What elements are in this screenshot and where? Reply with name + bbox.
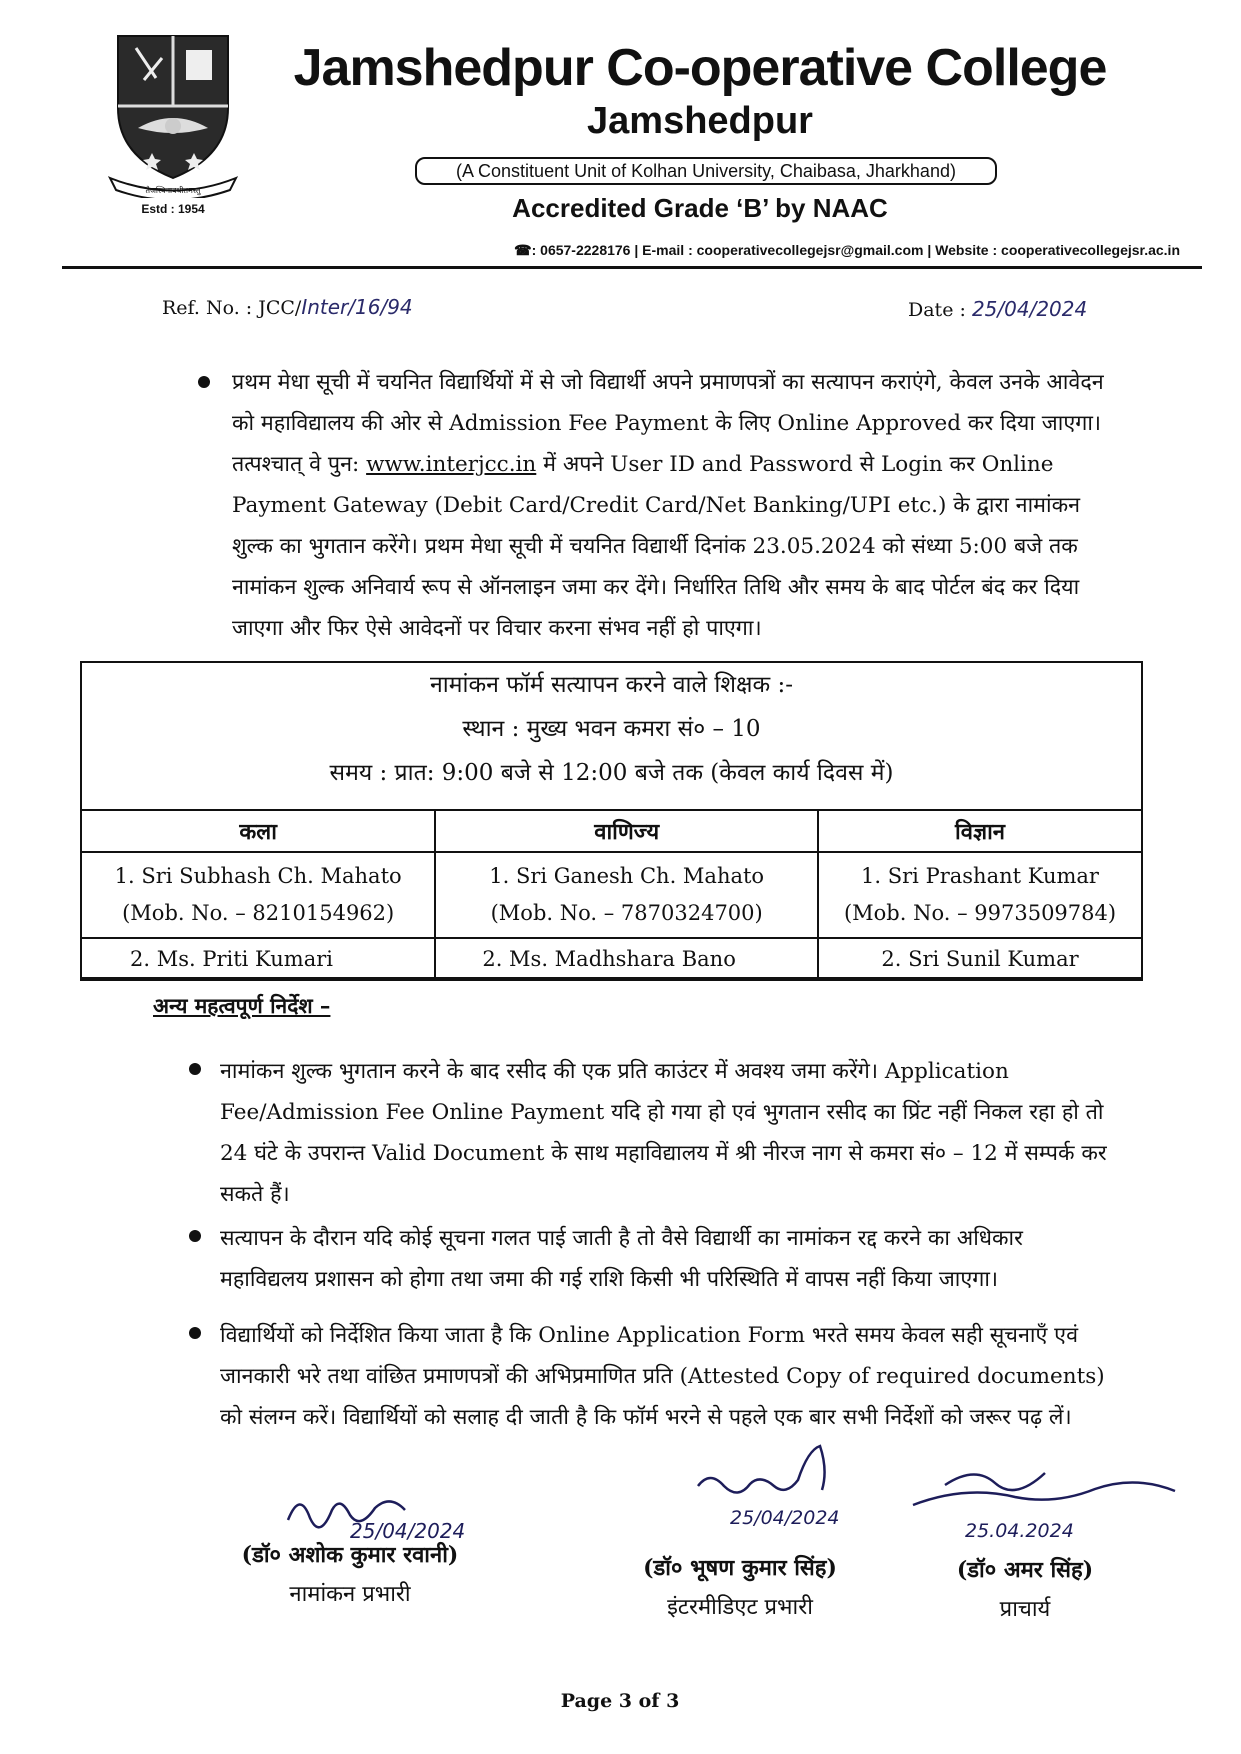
instruction-paragraph-3: सत्यापन के दौरान यदि कोई सूचना गलत पाई जाती है तो वैसे विद्यार्थी का नामांकन रद्द करने का अधिकार महाविद्यलय प्रशासन को होगा तथा जमा की गई राशि किसी भी परिस्थिति में वापस नहीं किया जाएगा। xyxy=(220,1226,1023,1292)
bullet-icon xyxy=(189,1327,201,1339)
date-value: 25/04/2024 xyxy=(971,297,1088,321)
table-cell xyxy=(818,852,1142,938)
constituent-unit: (A Constituent Unit of Kolhan University, Chaibasa, Jharkhand) xyxy=(415,157,997,185)
verification-title: नामांकन फॉर्म सत्यापन करने वाले शिक्षक :- xyxy=(430,672,793,698)
teacher-name: 2. Sri Sunil Kumar xyxy=(881,946,1079,971)
ref-value: Inter/16/94 xyxy=(301,295,413,319)
signature-3-date: 25.04.2024 xyxy=(965,1520,1074,1542)
signatory-admission-incharge xyxy=(205,1535,495,1615)
signatory-name: (डॉ० अमर सिंह) xyxy=(956,1557,1094,1583)
instruction-paragraph-4: विद्यार्थियों को निर्देशित किया जाता है कि Online Application Form भरते समय केवल सही सूचनाएँ एवं जानकारी भरे तथा वांछित प्रमाणपत्रों की अभिप्रमाणित प्रति (Attested Copy of required documents) को संलग्न करें। विद्यार्थियों को सलाह दी जाती है कि फॉर्म भरने से पहले एक बार सभी निर्देशों को जरूर पढ़ लें। xyxy=(220,1323,1105,1430)
signature-2-date: 25/04/2024 xyxy=(730,1507,840,1529)
bullet-icon xyxy=(198,376,210,388)
teacher-name: 2. Ms. Priti Kumari xyxy=(130,946,333,971)
verification-location: स्थान : मुख्य भवन कमरा सं० – 10 xyxy=(462,716,761,742)
contact-line: ☎: 0657-2228176 | E-mail : cooperativecollegejsr@gmail.com | Website : cooperativecollegejsr.ac.in xyxy=(514,242,1180,258)
table-row xyxy=(81,938,1142,980)
college-logo-icon xyxy=(108,28,238,198)
signatory-intermediate-incharge xyxy=(605,1548,875,1628)
signature-3-icon xyxy=(905,1455,1195,1545)
signatory-role: इंटरमीडिएट प्रभारी xyxy=(667,1595,813,1620)
teacher-name: 1. Sri Prashant Kumar xyxy=(861,864,1099,888)
column-header-arts: कला xyxy=(81,810,435,852)
teacher-mobile: (Mob. No. – 9973509784) xyxy=(843,901,1117,925)
p1-text-a: प्रथम मेधा सूची में चयनित विद्यार्थियों में से जो विद्यार्थी अपने प्रमाणपत्रों का सत्यापन कराएंगे, केवल उनके आवेदन को महाविद्यालय की ओर से Admission Fee Payment के लिए Online Approved कर दिया जाएगा। तत्पश्चात् वे पुन: xyxy=(232,370,1104,477)
logo-motto: तेजस्विनावधीतमस्तु xyxy=(145,186,201,195)
signatory-role: नामांकन प्रभारी xyxy=(289,1582,411,1607)
other-instructions-heading: अन्य महत्वपूर्ण निर्देश – xyxy=(153,993,331,1018)
teacher-mobile: (Mob. No. – 8210154962) xyxy=(122,901,395,925)
teacher-mobile: (Mob. No. – 7870324700) xyxy=(490,901,763,925)
column-header-science: विज्ञान xyxy=(818,810,1142,852)
column-header-commerce: वाणिज्य xyxy=(435,810,818,852)
table-cell xyxy=(435,852,818,938)
date-label: Date : xyxy=(908,299,966,321)
college-name: Jamshedpur Co-operative College xyxy=(293,39,1107,97)
notice-date xyxy=(908,297,1087,321)
table-cell xyxy=(81,938,435,980)
instruction-paragraph-1 xyxy=(232,362,1117,649)
signature-2-icon xyxy=(690,1440,900,1530)
table-cell xyxy=(81,852,435,938)
reference-number xyxy=(162,295,413,319)
page-number: Page 3 of 3 xyxy=(560,1690,680,1712)
college-city: Jamshedpur xyxy=(587,100,813,142)
signatory-name: (डॉ० अशोक कुमार रवानी) xyxy=(241,1542,459,1568)
signatory-role: प्राचार्य xyxy=(999,1597,1051,1622)
header-divider xyxy=(62,266,1202,269)
naac-accreditation: Accredited Grade ‘B’ by NAAC xyxy=(512,193,888,223)
instruction-paragraph-2: नामांकन शुल्क भुगतान करने के बाद रसीद की एक प्रति काउंटर में अवश्य जमा करेंगे। Application Fee/Admission Fee Online Payment यदि हो गया हो एवं भुगतान रसीद का प्रिंट नहीं निकल रहा हो तो 24 घंटे के उपरान्त Valid Document के साथ महाविद्यालय में श्री नीरज नाग से कमरा सं० – 12 में सम्पर्क कर सकते हैं। xyxy=(220,1059,1107,1207)
teachers-table xyxy=(80,809,1143,981)
teacher-name: 2. Ms. Madhshara Bano xyxy=(482,946,736,971)
teacher-name: 1. Sri Ganesh Ch. Mahato xyxy=(489,864,765,888)
table-row xyxy=(81,852,1142,938)
table-cell xyxy=(435,938,818,980)
table-header-row xyxy=(81,810,1142,852)
verification-time: समय : प्रात: 9:00 बजे से 12:00 बजे तक (केवल कार्य दिवस में) xyxy=(329,760,894,786)
signatory-principal xyxy=(925,1550,1125,1630)
table-cell xyxy=(818,938,1142,980)
established-year: Estd : 1954 xyxy=(141,202,205,216)
portal-link[interactable]: www.interjcc.in xyxy=(366,452,537,477)
p1-text-b: में अपने User ID and Password से Login कर Online Payment Gateway (Debit Card/Credit Card/Net Banking/UPI etc.) के द्वारा नामांकन शुल्क का भुगतान करेंगे। प्रथम मेधा सूची में चयनित विद्यार्थी दिनांक 23.05.2024 को संध्या 5:00 बजे तक नामांकन शुल्क अनिवार्य रूप से ऑनलाइन जमा कर देंगे। निर्धारित तिथि और समय के बाद पोर्टल बंद कर दिया जाएगा और फिर ऐसे आवेदनों पर विचार करना संभव नहीं हो पाएगा। xyxy=(232,452,1081,641)
verification-box xyxy=(80,661,1143,979)
bullet-icon xyxy=(189,1230,201,1242)
ref-label: Ref. No. : JCC/ xyxy=(162,297,302,319)
bullet-icon xyxy=(189,1063,201,1075)
signature-1-date: 25/04/2024 xyxy=(350,1519,466,1543)
signatory-name: (डॉ० भूषण कुमार सिंह) xyxy=(643,1555,837,1581)
teacher-name: 1. Sri Subhash Ch. Mahato xyxy=(114,864,402,888)
